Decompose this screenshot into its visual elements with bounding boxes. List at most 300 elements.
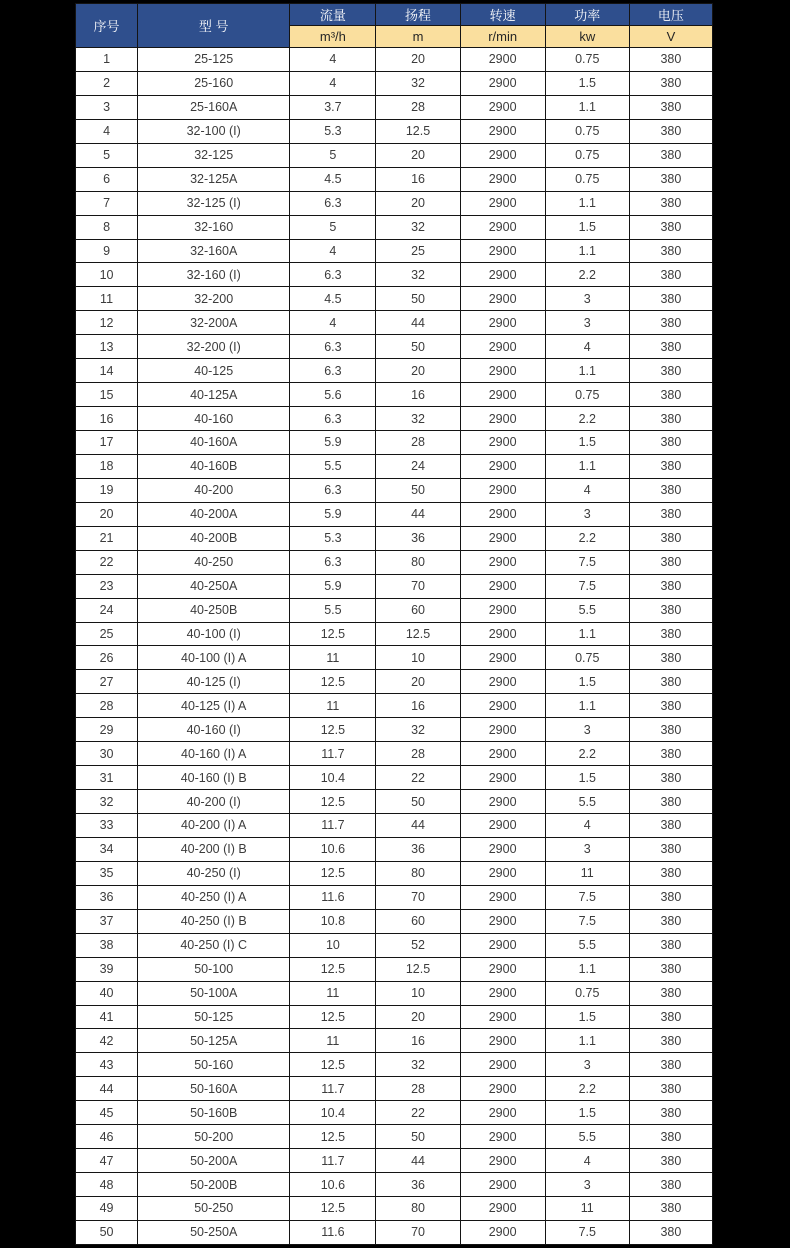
cell-model: 40-200 (I) bbox=[138, 790, 290, 814]
cell-voltage: 380 bbox=[629, 383, 712, 407]
cell-speed: 2900 bbox=[460, 885, 545, 909]
cell-power: 0.75 bbox=[545, 167, 629, 191]
cell-index: 16 bbox=[76, 407, 138, 431]
cell-power: 0.75 bbox=[545, 48, 629, 72]
table-row bbox=[76, 215, 713, 239]
column-header-power: 功率 bbox=[545, 4, 629, 26]
cell-power: 3 bbox=[545, 1173, 629, 1197]
cell-power: 3 bbox=[545, 502, 629, 526]
cell-power: 1.5 bbox=[545, 670, 629, 694]
cell-power: 11 bbox=[545, 1197, 629, 1221]
cell-head: 20 bbox=[376, 359, 460, 383]
table-row bbox=[76, 909, 713, 933]
cell-index: 34 bbox=[76, 837, 138, 861]
cell-voltage: 380 bbox=[629, 311, 712, 335]
cell-speed: 2900 bbox=[460, 119, 545, 143]
table-row bbox=[76, 1125, 713, 1149]
cell-power: 1.5 bbox=[545, 215, 629, 239]
cell-head: 28 bbox=[376, 95, 460, 119]
cell-model: 40-250 (I) C bbox=[138, 933, 290, 957]
table-row bbox=[76, 550, 713, 574]
cell-voltage: 380 bbox=[629, 766, 712, 790]
cell-index: 46 bbox=[76, 1125, 138, 1149]
cell-voltage: 380 bbox=[629, 574, 712, 598]
table-row bbox=[76, 287, 713, 311]
cell-model: 50-250 bbox=[138, 1197, 290, 1221]
cell-voltage: 380 bbox=[629, 1101, 712, 1125]
cell-head: 36 bbox=[376, 526, 460, 550]
cell-model: 40-100 (I) bbox=[138, 622, 290, 646]
cell-index: 50 bbox=[76, 1220, 138, 1244]
cell-speed: 2900 bbox=[460, 598, 545, 622]
cell-speed: 2900 bbox=[460, 263, 545, 287]
cell-head: 28 bbox=[376, 1077, 460, 1101]
cell-model: 50-100 bbox=[138, 957, 290, 981]
cell-voltage: 380 bbox=[629, 71, 712, 95]
table-row bbox=[76, 598, 713, 622]
cell-speed: 2900 bbox=[460, 359, 545, 383]
cell-head: 44 bbox=[376, 814, 460, 838]
cell-flow: 11 bbox=[290, 981, 376, 1005]
cell-power: 1.5 bbox=[545, 766, 629, 790]
table-row bbox=[76, 478, 713, 502]
cell-voltage: 380 bbox=[629, 167, 712, 191]
cell-voltage: 380 bbox=[629, 1029, 712, 1053]
cell-voltage: 380 bbox=[629, 861, 712, 885]
cell-speed: 2900 bbox=[460, 1197, 545, 1221]
cell-flow: 12.5 bbox=[290, 1005, 376, 1029]
cell-voltage: 380 bbox=[629, 1077, 712, 1101]
cell-flow: 5.9 bbox=[290, 574, 376, 598]
cell-model: 40-125A bbox=[138, 383, 290, 407]
cell-index: 42 bbox=[76, 1029, 138, 1053]
cell-power: 5.5 bbox=[545, 790, 629, 814]
cell-flow: 12.5 bbox=[290, 790, 376, 814]
cell-index: 49 bbox=[76, 1197, 138, 1221]
cell-head: 22 bbox=[376, 766, 460, 790]
cell-voltage: 380 bbox=[629, 1053, 712, 1077]
cell-flow: 4 bbox=[290, 239, 376, 263]
cell-flow: 6.3 bbox=[290, 263, 376, 287]
cell-voltage: 380 bbox=[629, 502, 712, 526]
cell-power: 1.1 bbox=[545, 95, 629, 119]
cell-flow: 12.5 bbox=[290, 957, 376, 981]
cell-model: 40-250 (I) B bbox=[138, 909, 290, 933]
cell-flow: 10.6 bbox=[290, 1173, 376, 1197]
cell-model: 40-160 (I) B bbox=[138, 766, 290, 790]
unit-power: kw bbox=[545, 26, 629, 48]
cell-flow: 12.5 bbox=[290, 861, 376, 885]
cell-speed: 2900 bbox=[460, 311, 545, 335]
cell-model: 50-160A bbox=[138, 1077, 290, 1101]
cell-voltage: 380 bbox=[629, 909, 712, 933]
cell-head: 80 bbox=[376, 550, 460, 574]
cell-head: 10 bbox=[376, 981, 460, 1005]
cell-power: 11 bbox=[545, 861, 629, 885]
cell-head: 44 bbox=[376, 1149, 460, 1173]
table-row bbox=[76, 981, 713, 1005]
cell-speed: 2900 bbox=[460, 143, 545, 167]
cell-flow: 10 bbox=[290, 933, 376, 957]
cell-index: 15 bbox=[76, 383, 138, 407]
cell-voltage: 380 bbox=[629, 1125, 712, 1149]
cell-model: 40-200A bbox=[138, 502, 290, 526]
table-row bbox=[76, 407, 713, 431]
cell-voltage: 380 bbox=[629, 622, 712, 646]
unit-speed: r/min bbox=[460, 26, 545, 48]
cell-voltage: 380 bbox=[629, 837, 712, 861]
table-row bbox=[76, 694, 713, 718]
table-row bbox=[76, 119, 713, 143]
cell-head: 44 bbox=[376, 311, 460, 335]
cell-head: 12.5 bbox=[376, 622, 460, 646]
cell-model: 40-200 (I) B bbox=[138, 837, 290, 861]
cell-flow: 11.7 bbox=[290, 1149, 376, 1173]
cell-index: 43 bbox=[76, 1053, 138, 1077]
cell-voltage: 380 bbox=[629, 454, 712, 478]
table-row bbox=[76, 957, 713, 981]
cell-power: 0.75 bbox=[545, 383, 629, 407]
cell-speed: 2900 bbox=[460, 1005, 545, 1029]
cell-head: 50 bbox=[376, 335, 460, 359]
cell-speed: 2900 bbox=[460, 718, 545, 742]
cell-model: 40-200 bbox=[138, 478, 290, 502]
cell-index: 40 bbox=[76, 981, 138, 1005]
table-row bbox=[76, 263, 713, 287]
cell-model: 40-160 (I) A bbox=[138, 742, 290, 766]
cell-flow: 4.5 bbox=[290, 287, 376, 311]
cell-power: 2.2 bbox=[545, 263, 629, 287]
cell-index: 2 bbox=[76, 71, 138, 95]
cell-head: 20 bbox=[376, 191, 460, 215]
cell-speed: 2900 bbox=[460, 383, 545, 407]
cell-head: 70 bbox=[376, 885, 460, 909]
table-row bbox=[76, 383, 713, 407]
cell-speed: 2900 bbox=[460, 766, 545, 790]
cell-speed: 2900 bbox=[460, 1077, 545, 1101]
cell-model: 50-125 bbox=[138, 1005, 290, 1029]
cell-speed: 2900 bbox=[460, 574, 545, 598]
cell-voltage: 380 bbox=[629, 239, 712, 263]
cell-flow: 12.5 bbox=[290, 670, 376, 694]
cell-index: 18 bbox=[76, 454, 138, 478]
cell-head: 80 bbox=[376, 1197, 460, 1221]
cell-head: 80 bbox=[376, 861, 460, 885]
cell-power: 1.1 bbox=[545, 1029, 629, 1053]
cell-speed: 2900 bbox=[460, 1220, 545, 1244]
cell-speed: 2900 bbox=[460, 1053, 545, 1077]
cell-voltage: 380 bbox=[629, 885, 712, 909]
table-row bbox=[76, 1053, 713, 1077]
table-row bbox=[76, 191, 713, 215]
cell-index: 8 bbox=[76, 215, 138, 239]
cell-index: 44 bbox=[76, 1077, 138, 1101]
cell-power: 3 bbox=[545, 287, 629, 311]
cell-model: 40-160 bbox=[138, 407, 290, 431]
cell-index: 28 bbox=[76, 694, 138, 718]
table-row bbox=[76, 1220, 713, 1244]
cell-voltage: 380 bbox=[629, 1149, 712, 1173]
table-row bbox=[76, 837, 713, 861]
cell-power: 3 bbox=[545, 311, 629, 335]
cell-voltage: 380 bbox=[629, 646, 712, 670]
cell-voltage: 380 bbox=[629, 550, 712, 574]
cell-power: 5.5 bbox=[545, 933, 629, 957]
cell-head: 50 bbox=[376, 478, 460, 502]
cell-index: 39 bbox=[76, 957, 138, 981]
cell-head: 16 bbox=[376, 167, 460, 191]
cell-model: 50-160 bbox=[138, 1053, 290, 1077]
unit-flow: m³/h bbox=[290, 26, 376, 48]
cell-head: 32 bbox=[376, 263, 460, 287]
cell-model: 40-250A bbox=[138, 574, 290, 598]
cell-model: 40-125 bbox=[138, 359, 290, 383]
cell-head: 28 bbox=[376, 431, 460, 455]
cell-voltage: 380 bbox=[629, 95, 712, 119]
cell-head: 36 bbox=[376, 1173, 460, 1197]
cell-flow: 12.5 bbox=[290, 1053, 376, 1077]
cell-index: 12 bbox=[76, 311, 138, 335]
cell-power: 7.5 bbox=[545, 909, 629, 933]
cell-index: 11 bbox=[76, 287, 138, 311]
cell-index: 47 bbox=[76, 1149, 138, 1173]
cell-index: 17 bbox=[76, 431, 138, 455]
cell-flow: 6.3 bbox=[290, 191, 376, 215]
cell-model: 40-160A bbox=[138, 431, 290, 455]
cell-flow: 6.3 bbox=[290, 335, 376, 359]
cell-head: 16 bbox=[376, 383, 460, 407]
cell-flow: 6.3 bbox=[290, 359, 376, 383]
cell-flow: 12.5 bbox=[290, 622, 376, 646]
cell-flow: 5.9 bbox=[290, 502, 376, 526]
cell-speed: 2900 bbox=[460, 742, 545, 766]
cell-index: 27 bbox=[76, 670, 138, 694]
cell-head: 32 bbox=[376, 1053, 460, 1077]
cell-flow: 4 bbox=[290, 71, 376, 95]
cell-power: 1.1 bbox=[545, 239, 629, 263]
table-row bbox=[76, 1005, 713, 1029]
cell-voltage: 380 bbox=[629, 335, 712, 359]
cell-model: 32-100 (I) bbox=[138, 119, 290, 143]
cell-speed: 2900 bbox=[460, 191, 545, 215]
cell-head: 32 bbox=[376, 71, 460, 95]
cell-model: 32-160 (I) bbox=[138, 263, 290, 287]
cell-power: 2.2 bbox=[545, 742, 629, 766]
cell-voltage: 380 bbox=[629, 431, 712, 455]
pump-spec-table-container bbox=[75, 3, 713, 1245]
cell-power: 5.5 bbox=[545, 598, 629, 622]
cell-voltage: 380 bbox=[629, 790, 712, 814]
cell-head: 36 bbox=[376, 837, 460, 861]
cell-head: 12.5 bbox=[376, 119, 460, 143]
table-row bbox=[76, 1101, 713, 1125]
table-row bbox=[76, 95, 713, 119]
cell-power: 3 bbox=[545, 718, 629, 742]
cell-head: 10 bbox=[376, 646, 460, 670]
column-header-voltage: 电压 bbox=[629, 4, 712, 26]
cell-power: 1.1 bbox=[545, 694, 629, 718]
cell-speed: 2900 bbox=[460, 431, 545, 455]
cell-index: 35 bbox=[76, 861, 138, 885]
cell-speed: 2900 bbox=[460, 1125, 545, 1149]
pump-spec-table bbox=[75, 3, 713, 1245]
cell-flow: 5.9 bbox=[290, 431, 376, 455]
cell-power: 5.5 bbox=[545, 1125, 629, 1149]
cell-head: 60 bbox=[376, 909, 460, 933]
cell-flow: 10.4 bbox=[290, 1101, 376, 1125]
cell-head: 25 bbox=[376, 239, 460, 263]
cell-power: 2.2 bbox=[545, 526, 629, 550]
cell-speed: 2900 bbox=[460, 981, 545, 1005]
column-header-model: 型 号 bbox=[138, 4, 290, 48]
cell-speed: 2900 bbox=[460, 646, 545, 670]
cell-flow: 4.5 bbox=[290, 167, 376, 191]
cell-speed: 2900 bbox=[460, 502, 545, 526]
cell-model: 50-200A bbox=[138, 1149, 290, 1173]
cell-speed: 2900 bbox=[460, 1101, 545, 1125]
cell-voltage: 380 bbox=[629, 933, 712, 957]
table-row bbox=[76, 790, 713, 814]
cell-index: 10 bbox=[76, 263, 138, 287]
cell-model: 40-160 (I) bbox=[138, 718, 290, 742]
cell-model: 40-200 (I) A bbox=[138, 814, 290, 838]
cell-index: 33 bbox=[76, 814, 138, 838]
table-row bbox=[76, 335, 713, 359]
cell-model: 25-160A bbox=[138, 95, 290, 119]
cell-head: 50 bbox=[376, 287, 460, 311]
cell-speed: 2900 bbox=[460, 407, 545, 431]
table-row bbox=[76, 885, 713, 909]
cell-speed: 2900 bbox=[460, 837, 545, 861]
cell-voltage: 380 bbox=[629, 1197, 712, 1221]
cell-model: 40-100 (I) A bbox=[138, 646, 290, 670]
cell-head: 60 bbox=[376, 598, 460, 622]
table-row bbox=[76, 670, 713, 694]
cell-index: 41 bbox=[76, 1005, 138, 1029]
cell-index: 37 bbox=[76, 909, 138, 933]
cell-power: 7.5 bbox=[545, 885, 629, 909]
cell-speed: 2900 bbox=[460, 933, 545, 957]
cell-index: 19 bbox=[76, 478, 138, 502]
cell-power: 1.1 bbox=[545, 454, 629, 478]
table-header bbox=[76, 4, 713, 48]
unit-voltage: V bbox=[629, 26, 712, 48]
cell-voltage: 380 bbox=[629, 287, 712, 311]
table-row bbox=[76, 1077, 713, 1101]
cell-speed: 2900 bbox=[460, 790, 545, 814]
cell-speed: 2900 bbox=[460, 167, 545, 191]
cell-power: 0.75 bbox=[545, 143, 629, 167]
cell-index: 45 bbox=[76, 1101, 138, 1125]
cell-flow: 11.7 bbox=[290, 1077, 376, 1101]
cell-power: 2.2 bbox=[545, 1077, 629, 1101]
cell-power: 4 bbox=[545, 478, 629, 502]
cell-speed: 2900 bbox=[460, 478, 545, 502]
cell-voltage: 380 bbox=[629, 191, 712, 215]
cell-voltage: 380 bbox=[629, 478, 712, 502]
cell-speed: 2900 bbox=[460, 622, 545, 646]
cell-head: 20 bbox=[376, 670, 460, 694]
table-body bbox=[76, 48, 713, 1245]
table-row bbox=[76, 1029, 713, 1053]
cell-flow: 4 bbox=[290, 48, 376, 72]
cell-voltage: 380 bbox=[629, 957, 712, 981]
cell-power: 1.1 bbox=[545, 191, 629, 215]
cell-head: 50 bbox=[376, 790, 460, 814]
cell-index: 36 bbox=[76, 885, 138, 909]
cell-voltage: 380 bbox=[629, 526, 712, 550]
cell-index: 20 bbox=[76, 502, 138, 526]
cell-flow: 5.3 bbox=[290, 526, 376, 550]
cell-model: 32-125A bbox=[138, 167, 290, 191]
cell-model: 40-250B bbox=[138, 598, 290, 622]
cell-index: 31 bbox=[76, 766, 138, 790]
table-row bbox=[76, 454, 713, 478]
cell-speed: 2900 bbox=[460, 287, 545, 311]
column-header-head: 扬程 bbox=[376, 4, 460, 26]
cell-power: 2.2 bbox=[545, 407, 629, 431]
cell-flow: 5.3 bbox=[290, 119, 376, 143]
cell-head: 32 bbox=[376, 718, 460, 742]
cell-index: 3 bbox=[76, 95, 138, 119]
cell-index: 22 bbox=[76, 550, 138, 574]
cell-head: 28 bbox=[376, 742, 460, 766]
cell-model: 32-125 bbox=[138, 143, 290, 167]
cell-index: 26 bbox=[76, 646, 138, 670]
cell-head: 32 bbox=[376, 407, 460, 431]
cell-model: 50-250A bbox=[138, 1220, 290, 1244]
cell-power: 1.5 bbox=[545, 431, 629, 455]
cell-power: 4 bbox=[545, 814, 629, 838]
cell-flow: 12.5 bbox=[290, 1125, 376, 1149]
cell-flow: 4 bbox=[290, 311, 376, 335]
cell-speed: 2900 bbox=[460, 1173, 545, 1197]
cell-voltage: 380 bbox=[629, 215, 712, 239]
cell-index: 5 bbox=[76, 143, 138, 167]
table-row bbox=[76, 574, 713, 598]
cell-power: 0.75 bbox=[545, 119, 629, 143]
cell-index: 23 bbox=[76, 574, 138, 598]
cell-flow: 11 bbox=[290, 694, 376, 718]
table-row bbox=[76, 431, 713, 455]
cell-voltage: 380 bbox=[629, 814, 712, 838]
cell-index: 7 bbox=[76, 191, 138, 215]
cell-speed: 2900 bbox=[460, 526, 545, 550]
cell-head: 20 bbox=[376, 48, 460, 72]
cell-speed: 2900 bbox=[460, 909, 545, 933]
cell-power: 0.75 bbox=[545, 981, 629, 1005]
table-row bbox=[76, 359, 713, 383]
cell-flow: 11.7 bbox=[290, 742, 376, 766]
table-row bbox=[76, 861, 713, 885]
cell-flow: 11.6 bbox=[290, 1220, 376, 1244]
cell-index: 30 bbox=[76, 742, 138, 766]
cell-index: 48 bbox=[76, 1173, 138, 1197]
cell-speed: 2900 bbox=[460, 1029, 545, 1053]
table-row bbox=[76, 933, 713, 957]
cell-model: 40-250 (I) bbox=[138, 861, 290, 885]
table-row bbox=[76, 502, 713, 526]
table-row bbox=[76, 1149, 713, 1173]
cell-speed: 2900 bbox=[460, 957, 545, 981]
cell-voltage: 380 bbox=[629, 742, 712, 766]
cell-model: 32-125 (I) bbox=[138, 191, 290, 215]
cell-flow: 10.8 bbox=[290, 909, 376, 933]
cell-flow: 6.3 bbox=[290, 478, 376, 502]
table-row bbox=[76, 646, 713, 670]
cell-model: 50-160B bbox=[138, 1101, 290, 1125]
cell-index: 24 bbox=[76, 598, 138, 622]
